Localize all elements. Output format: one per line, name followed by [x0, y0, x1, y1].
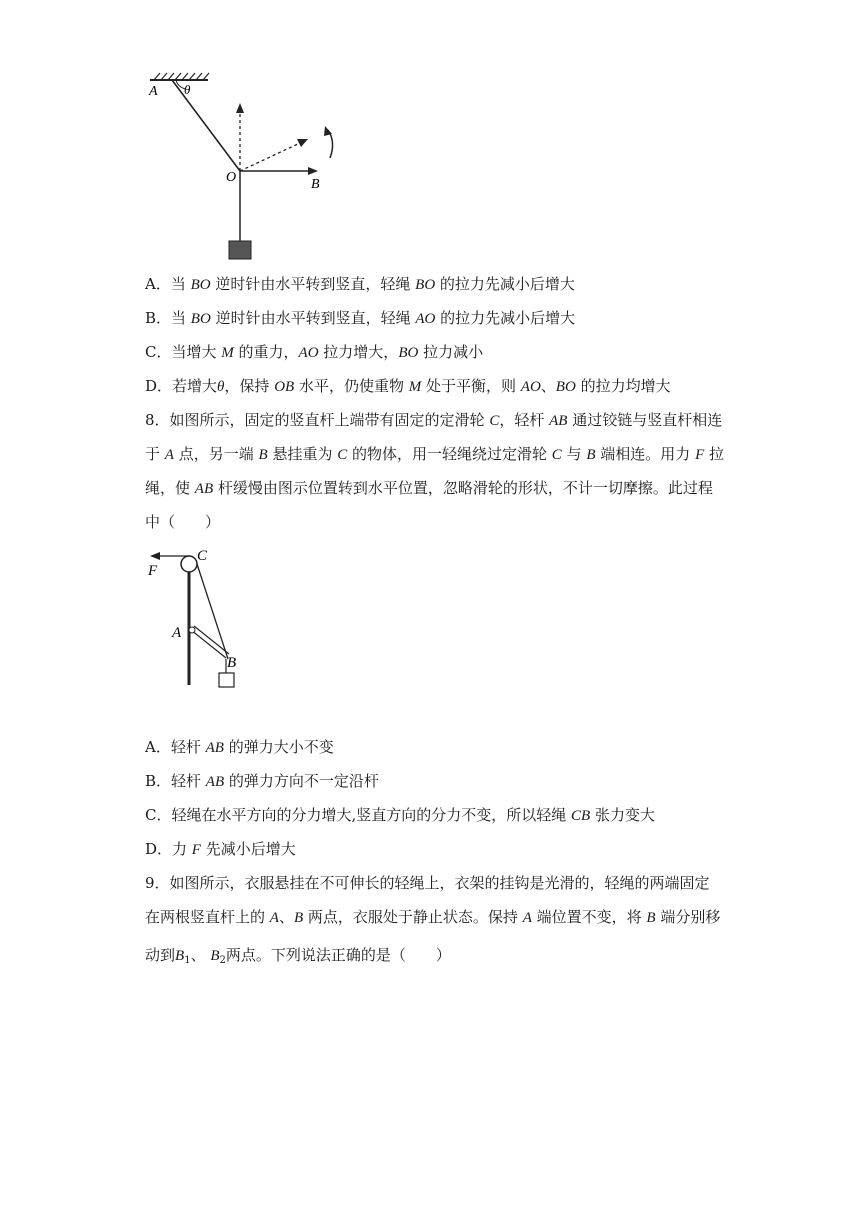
q7-option-d: D．若增大θ，保持 OB 水平，仍使重物 M 处于平衡，则 AO、BO 的拉力均增大 — [145, 377, 671, 395]
figure-rope-pulley-1 — [140, 68, 340, 263]
label-B: B — [311, 177, 320, 192]
q8-stem-line-4: 中（ ） — [145, 513, 221, 531]
q8-option-b: B．轻杆 AB 的弹力方向不一定沿杆 — [145, 772, 379, 790]
figure-pulley-rod — [140, 542, 260, 692]
label-A: A — [149, 84, 158, 99]
label-F: F — [148, 563, 158, 579]
q9-stem-line-1: 9．如图所示，衣服悬挂在不可伸长的轻绳上，衣架的挂钩是光滑的，轻绳的两端固定 — [145, 874, 710, 892]
q8-option-c: C．轻绳在水平方向的分力增大,竖直方向的分力不变，所以轻绳 CB 张力变大 — [145, 806, 655, 824]
q7-option-b: B．当 BO 逆时针由水平转到竖直，轻绳 AO 的拉力先减小后增大 — [145, 309, 576, 327]
q8-option-d: D．力 F 先减小后增大 — [145, 840, 296, 858]
q8-stem-line-2: 于 A 点，另一端 B 悬挂重为 C 的物体，用一轻绳绕过定滑轮 C 与 B 端相连。用力 F 拉 — [145, 445, 725, 463]
pulley-C — [181, 556, 197, 572]
label-A: A — [172, 625, 182, 641]
label-B: B — [227, 655, 237, 671]
hanging-box — [219, 673, 234, 687]
q9-stem-line-3: 动到$B_1$、 $B_2$两点。下列说法正确的是（ ） — [145, 946, 451, 966]
weight-M — [229, 241, 251, 259]
q8-stem-line-1: 8．如图所示，固定的竖直杆上端带有固定的定滑轮 C，轻杆 AB 通过铰链与竖直杆相连 — [145, 411, 723, 429]
q9-stem-line-2: 在两根竖直杆上的 A、B 两点，衣服处于静止状态。保持 A 端位置不变，将 B 端分别移 — [145, 908, 721, 926]
q8-stem-line-3: 绳，使 AB 杆缓慢由图示位置转到水平位置，忽略滑轮的形状，不计一切摩擦。此过程 — [145, 479, 713, 497]
q8-option-a: A．轻杆 AB 的弹力大小不变 — [145, 738, 334, 756]
q7-option-c: C．当增大 M 的重力，AO 拉力增大，BO 拉力减小 — [145, 343, 484, 361]
rope-AO — [172, 80, 240, 171]
q7-option-a: A．当 BO 逆时针由水平转到竖直，轻绳 BO 的拉力先减小后增大 — [145, 275, 575, 293]
label-O: O — [226, 170, 237, 185]
label-theta: θ — [184, 82, 191, 97]
label-C: C — [197, 548, 208, 564]
